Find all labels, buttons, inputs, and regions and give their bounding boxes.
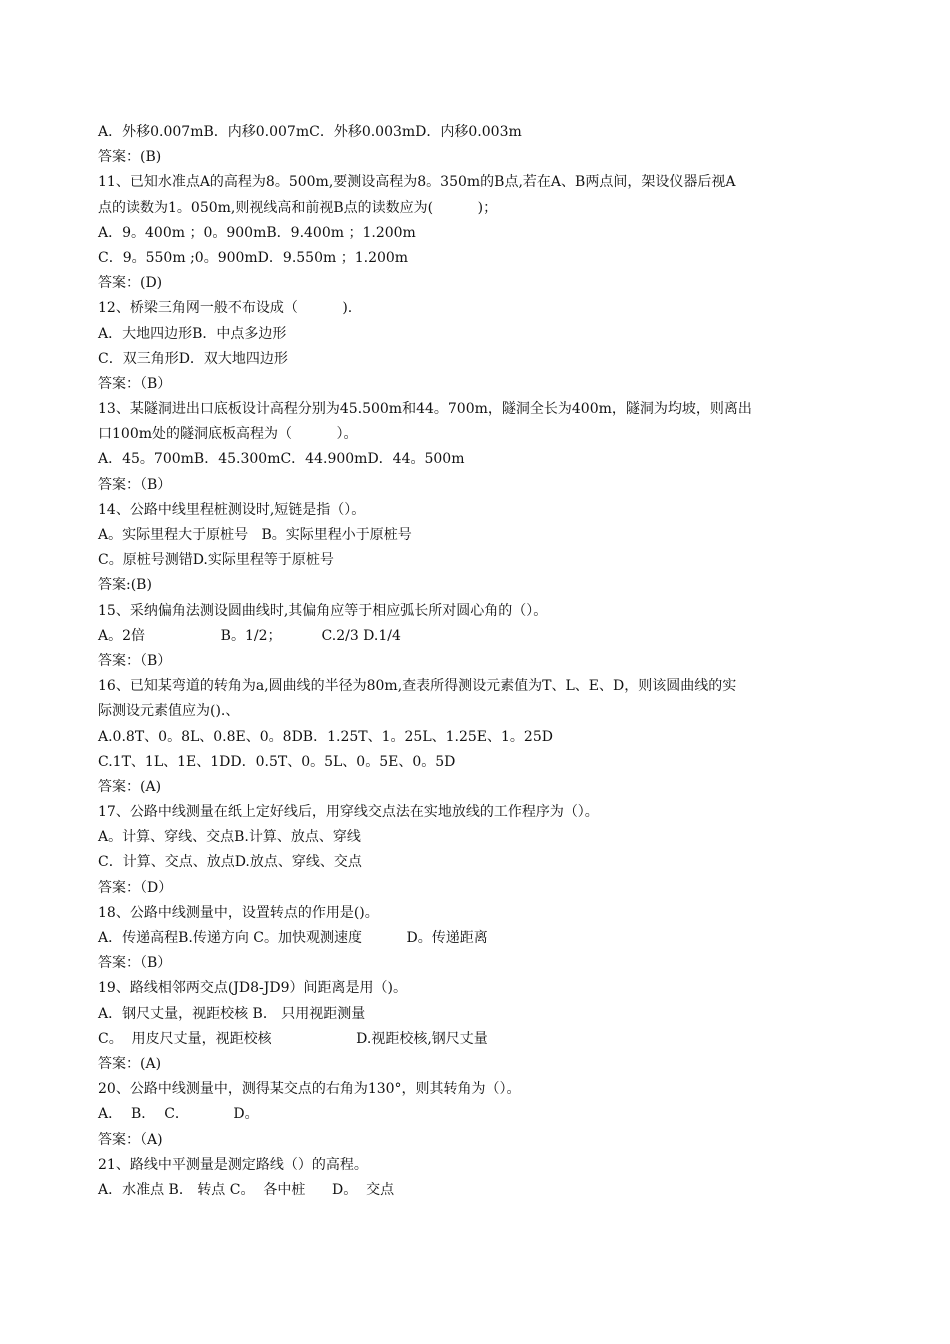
answer-line: 答案：（B） (98, 476, 172, 493)
answer-line: 答案：(A) (98, 1055, 162, 1072)
question-11-cont: 点的读数为1。050m,则视线高和前视B点的读数应为( )； (98, 199, 498, 216)
option-line: C．计算、交点、放点D.放点、穿线、交点 (98, 854, 362, 871)
option-line: C。原桩号测错D.实际里程等于原桩号 (98, 552, 334, 569)
question-15: 15、采纳偏角法测设圆曲线时,其偏角应等于相应弧长所对圆心角的（）。 (98, 602, 548, 619)
document-page (98, 120, 850, 1203)
option-line: C。 用皮尺丈量，视距校核 D.视距校核,钢尺丈量 (98, 1030, 488, 1047)
question-20: 20、公路中线测量中，测得某交点的右角为130°，则其转角为（）。 (98, 1081, 521, 1098)
option-line: C.1T、1L、1E、1DD．0.5T、0。5L、0。5E、0。5D (98, 753, 456, 770)
option-line: A。实际里程大于原桩号 B。实际里程小于原桩号 (98, 527, 412, 543)
option-line: A．水准点 B． 转点 C。 各中桩 D。 交点 (98, 1181, 395, 1198)
question-16: 16、已知某弯道的转角为a,圆曲线的半径为80m,查表所得测设元素值为T、L、E、D，则该圆曲线的实 (98, 678, 737, 695)
question-11: 11、已知水准点A的高程为8。500m,要测设高程为8。350m的B点,若在A、B两点间，架设仪器后视A (98, 174, 736, 191)
question-14: 14、公路中线里程桩测设时,短链是指（）。 (98, 501, 366, 518)
option-line: A.0.8T、0。8L、0.8E、0。8DB．1.25T、1。25L、1.25E、1。25D (98, 728, 553, 745)
answer-line: 答案：(D) (98, 275, 163, 292)
question-19: 19、路线相邻两交点(JD8-JD9）间距离是用（)。 (98, 980, 407, 997)
question-13: 13、某隧洞进出口底板设计高程分别为45.500m和44。700m，隧洞全长为400m，隧洞为均坡，则离出 (98, 401, 752, 418)
option-line: A． B． C． D。 (98, 1106, 259, 1123)
answer-line: 答案：(B) (98, 149, 162, 166)
option-line: A。计算、穿线、交点B.计算、放点、穿线 (98, 829, 361, 846)
option-line: C．双三角形D．双大地四边形 (98, 350, 288, 367)
answer-line: 答案：（D） (98, 879, 173, 896)
question-12: 12、桥梁三角网一般不布设成（ ). (98, 300, 353, 317)
answer-line: 答案：（B） (98, 955, 172, 972)
question-13-cont: 口100m处的隧洞底板高程为（ ）。 (98, 426, 358, 443)
option-line: A．钢尺丈量，视距校核 B． 只用视距测量 (98, 1005, 366, 1022)
answer-line: 答案：（B） (98, 375, 172, 392)
answer-line: 答案:(B) (98, 577, 152, 594)
answer-line: 答案：（A) (98, 1131, 163, 1148)
option-line: A。2倍 B。1/2； C.2/3 D.1/4 (98, 627, 401, 644)
answer-line: 答案：（B） (98, 652, 172, 669)
option-line: A．传递高程B.传递方向 C。加快观测速度 D。传递距离 (98, 930, 488, 946)
question-18: 18、公路中线测量中，设置转点的作用是()。 (98, 904, 379, 921)
option-line: C．9。550m ;0。900mD．9.550m ；1.200m (98, 249, 409, 266)
option-line: A．大地四边形B．中点多边形 (98, 325, 287, 342)
question-17: 17、公路中线测量在纸上定好线后，用穿线交点法在实地放线的工作程序为（）。 (98, 804, 599, 821)
option-line: A．45。700mB．45.300mC．44.900mD．44。500m (98, 451, 465, 468)
answer-line: 答案：(A) (98, 778, 162, 795)
option-line: A．外移0.007mB．内移0.007mC．外移0.003mD．内移0.003m (98, 124, 522, 140)
question-21: 21、路线中平测量是测定路线（）的高程。 (98, 1156, 368, 1173)
option-line: A．9。400m ；0。900mB．9.400m ；1.200m (98, 224, 416, 241)
question-16-cont: 际测设元素值应为().、 (98, 703, 240, 720)
